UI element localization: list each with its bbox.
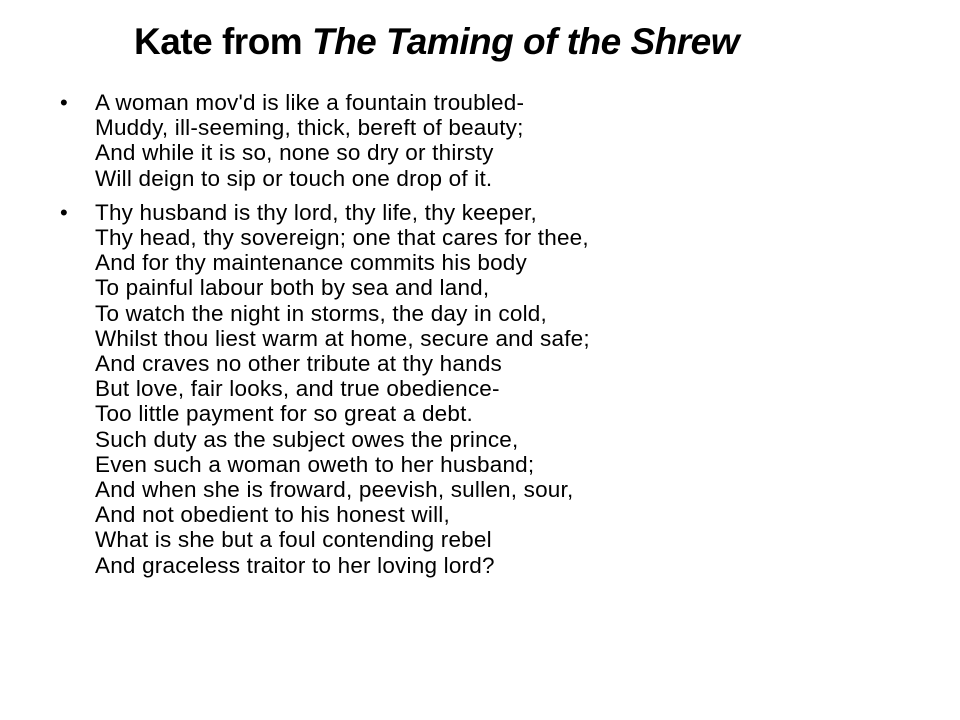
bullet-list bbox=[55, 90, 915, 587]
bullet-item-1 bbox=[55, 90, 915, 191]
verse-line: A woman mov'd is like a fountain troubled- bbox=[95, 90, 525, 115]
verse-line: Too little payment for so great a debt. bbox=[95, 401, 474, 427]
bullet-dot-icon: • bbox=[60, 199, 68, 225]
verse-line: And while it is so, none so dry or thirsty bbox=[95, 140, 494, 166]
bullet-item-2 bbox=[55, 200, 915, 578]
verse-line: Thy husband is thy lord, thy life, thy keeper, bbox=[95, 199, 537, 225]
verse-line: What is she but a foul contending rebel bbox=[95, 527, 492, 553]
verse-line: To watch the night in storms, the day in cold, bbox=[95, 300, 547, 326]
title-play-name: The Taming of the Shrew bbox=[311, 21, 740, 62]
verse-line: And not obedient to his honest will, bbox=[95, 502, 450, 528]
verse-line: Whilst thou liest warm at home, secure and safe; bbox=[95, 325, 590, 351]
verse-line: And for thy maintenance commits his body bbox=[95, 250, 527, 276]
verse-line: Even such a woman oweth to her husband; bbox=[95, 451, 535, 477]
verse-line: Muddy, ill-seeming, thick, bereft of beauty; bbox=[95, 115, 524, 141]
verse-line: Thy head, thy sovereign; one that cares for thee, bbox=[95, 225, 589, 251]
verse-line: And graceless traitor to her loving lord? bbox=[95, 552, 495, 578]
verse-line: And craves no other tribute at thy hands bbox=[95, 351, 502, 377]
verse-line: And when she is froward, peevish, sullen, sour, bbox=[95, 477, 574, 503]
verse-line: Will deign to sip or touch one drop of it. bbox=[95, 165, 493, 191]
verse-line: Such duty as the subject owes the prince, bbox=[95, 426, 519, 452]
verse-line: To painful labour both by sea and land, bbox=[95, 275, 490, 301]
verse-line: But love, fair looks, and true obedience- bbox=[95, 376, 500, 402]
bullet-dot-icon: • bbox=[60, 90, 68, 115]
title-prefix: Kate from bbox=[134, 21, 312, 62]
slide-title bbox=[134, 16, 739, 68]
